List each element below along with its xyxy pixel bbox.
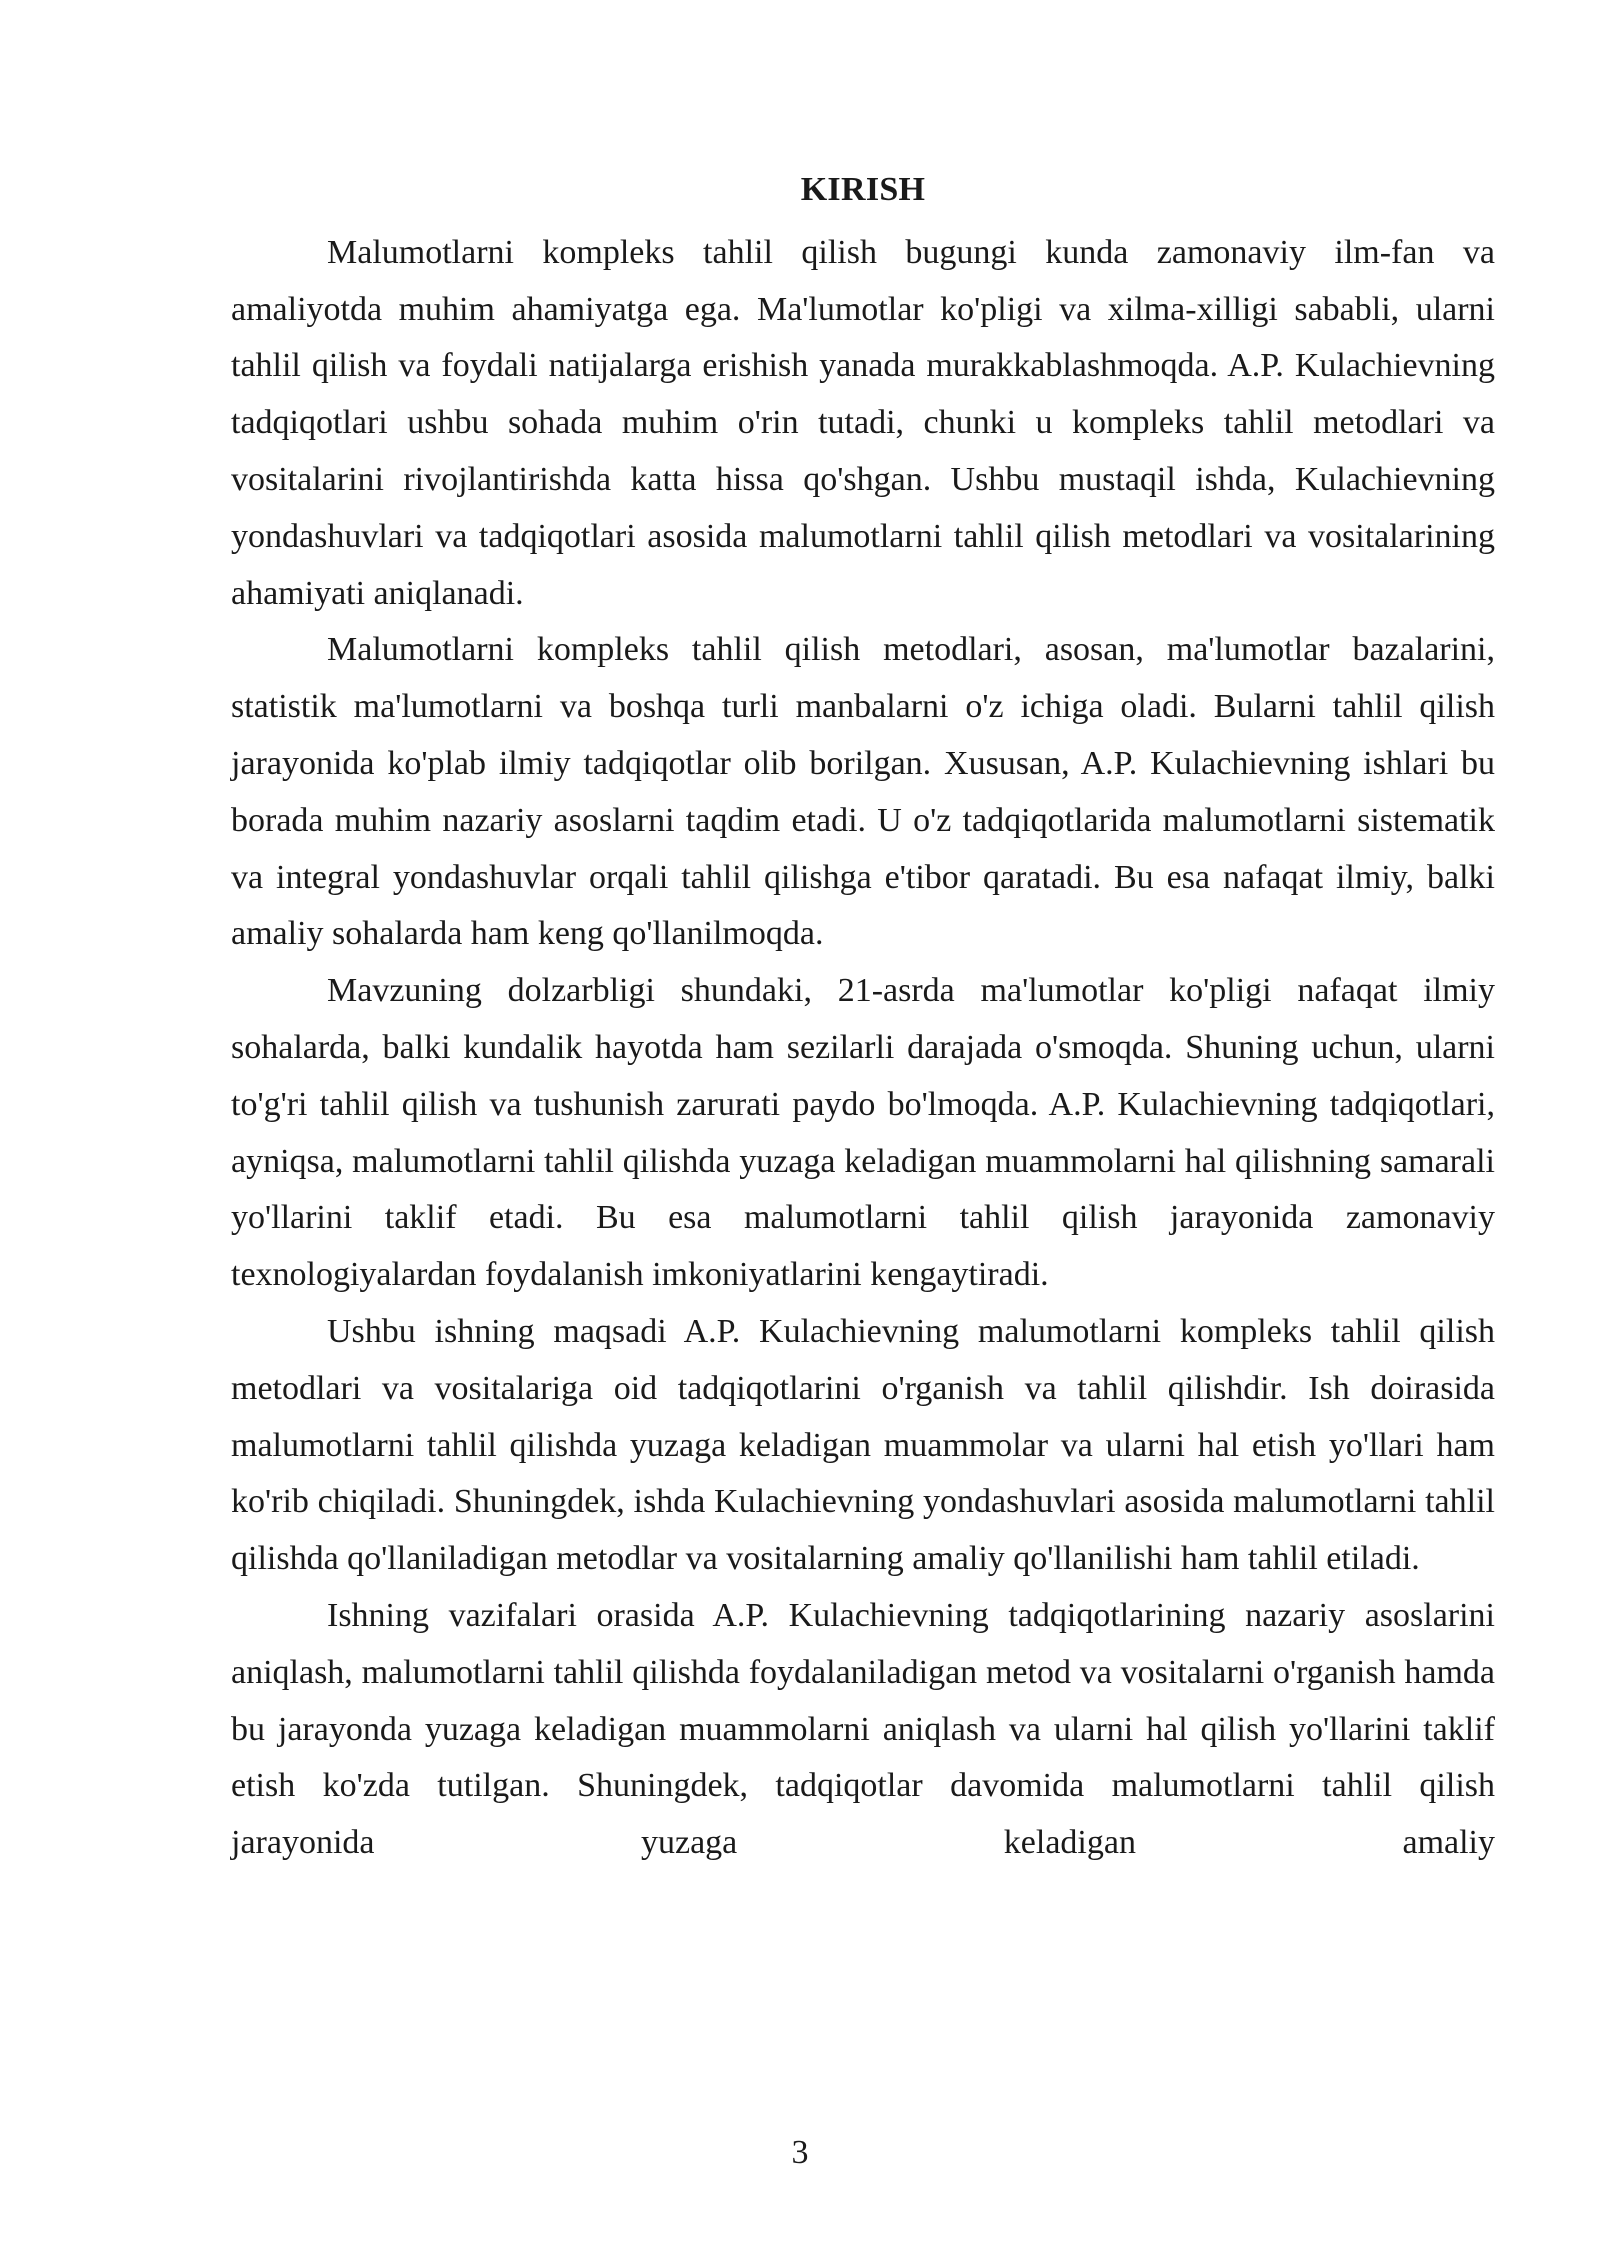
paragraph-5: Ishning vazifalari orasida A.P. Kulachievning tadqiqotlarining nazariy asoslarini aniqlash, malumotlarni tahlil qilishda foydalaniladigan metod va vositalarni o'rganish hamda bu jarayonda yuzaga keladigan muammolarni aniqlash va ularni hal qilish yo'llarini taklif etish ko'zda tutilgan. Shuningdek, tadqiqotlar davomida malumotlarni tahlil qilish jarayonida yuzaga keladigan amaliy <box>231 1596 1495 1862</box>
paragraph-1: Malumotlarni kompleks tahlil qilish bugungi kunda zamonaviy ilm-fan va amaliyotda muhim ahamiyatga ega. Ma'lumotlar ko'pligi va xilma-xilligi sababli, ularni tahlil qilish va foydali natijalarga erishish yanada murakkablashmoqda. A.P. Kulachievning tadqiqotlari ushbu sohada muhim o'rin tutadi, chunki u kompleks tahlil metodlari va vositalarini rivojlantirishda katta hissa qo'shgan. Ushbu mustaqil ishda, Kulachievning yondashuvlari va tadqiqotlari asosida malumotlarni tahlil qilish metodlari va vositalarining ahamiyati aniqlanadi. <box>231 233 1495 612</box>
paragraph-3: Mavzuning dolzarbligi shundaki, 21-asrda ma'lumotlar ko'pligi nafaqat ilmiy sohalarda, balki kundalik hayotda ham sezilarli darajada o'smoqda. Shuning uchun, ularni to'g'ri tahlil qilish va tushunish zarurati paydo bo'lmoqda. A.P. Kulachievning tadqiqotlari, ayniqsa, malumotlarni tahlil qilishda yuzaga keladigan muammolarni hal qilishning samarali yo'llarini taklif etadi. Bu esa malumotlarni tahlil qilish jarayonida zamonaviy texnologiyalardan foydalanish imkoniyatlarini kengaytiradi. <box>231 972 1495 1294</box>
page-body <box>231 162 1495 1872</box>
paragraph-4: Ushbu ishning maqsadi A.P. Kulachievning malumotlarni kompleks tahlil qilish metodlari va vositalariga oid tadqiqotlarini o'rganish va tahlil qilishdir. Ish doirasida malumotlarni tahlil qilishda yuzaga keladigan muammolar va ularni hal etish yo'llari ham ko'rib chiqiladi. Shuningdek, ishda Kulachievning yondashuvlari asosida malumotlarni tahlil qilishda qo'llaniladigan metodlar va vositalarning amaliy qo'llanilishi ham tahlil etiladi. <box>231 1312 1495 1578</box>
page-number: 3 <box>791 2134 809 2171</box>
section-title: KIRISH <box>800 171 926 208</box>
paragraph-2: Malumotlarni kompleks tahlil qilish metodlari, asosan, ma'lumotlar bazalarini, statistik ma'lumotlarni va boshqa turli manbalarni o'z ichiga oladi. Bularni tahlil qilish jarayonida ko'plab ilmiy tadqiqotlar olib borilgan. Xususan, A.P. Kulachievning ishlari bu borada muhim nazariy asoslarni taqdim etadi. U o'z tadqiqotlarida malumotlarni sistematik va integral yondashuvlar orqali tahlil qilishga e'tibor qaratadi. Bu esa nafaqat ilmiy, balki amaliy sohalarda ham keng qo'llanilmoqda. <box>231 631 1495 953</box>
